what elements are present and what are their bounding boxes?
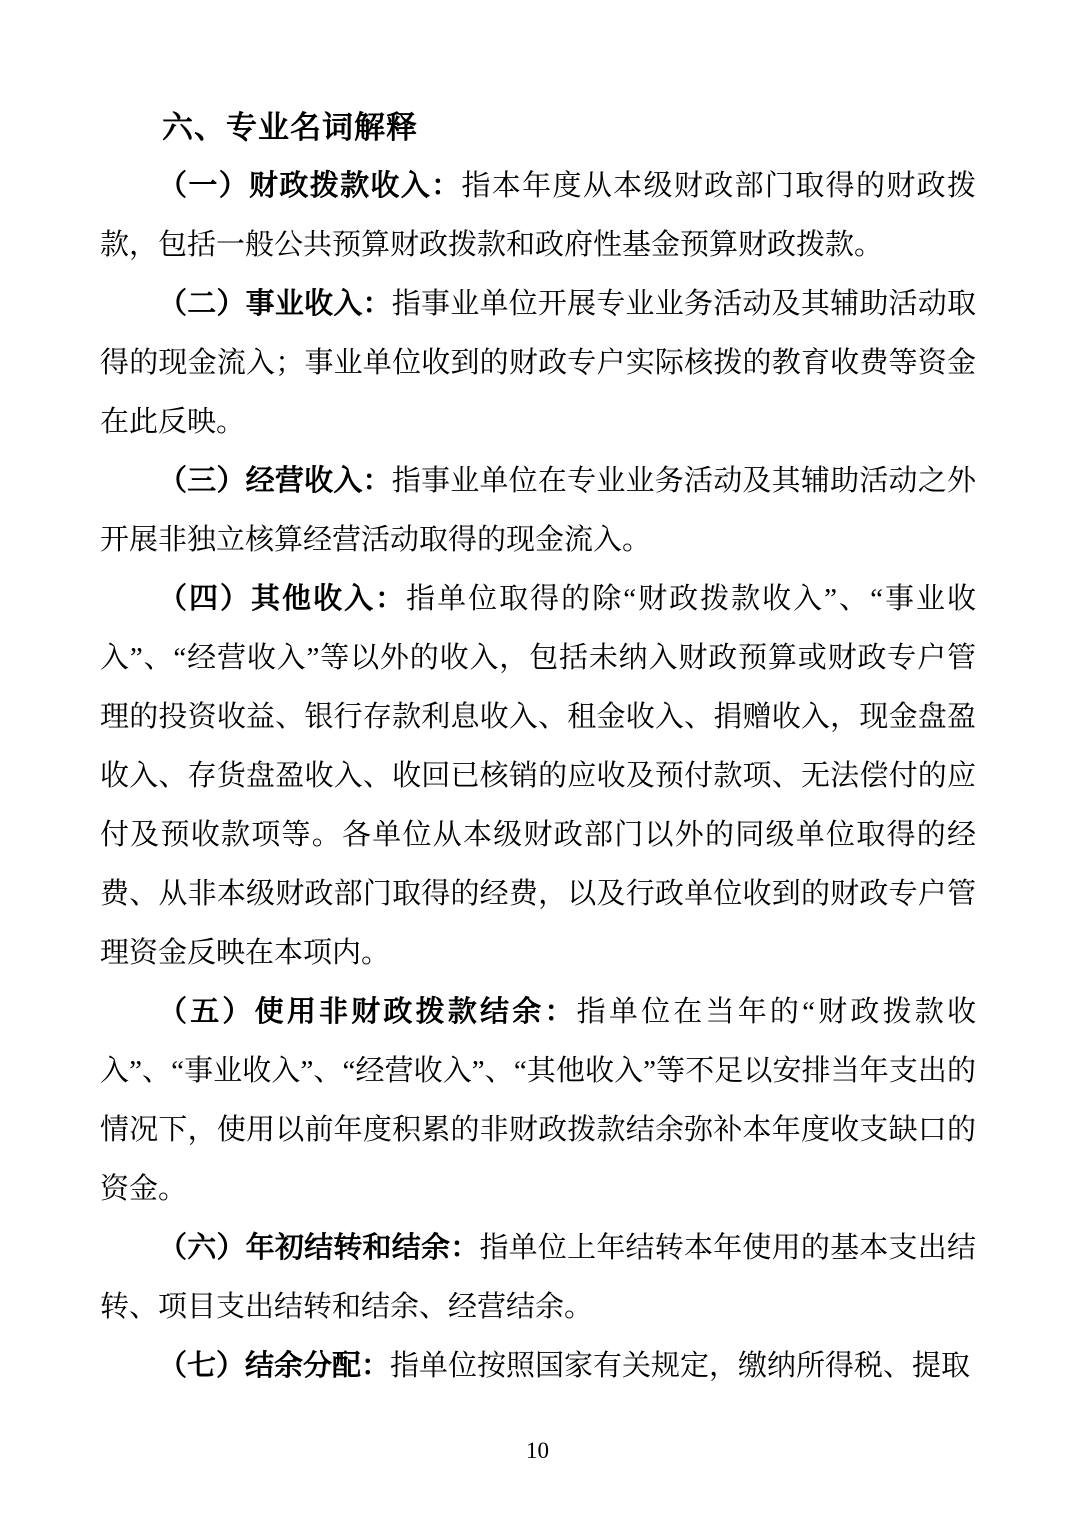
term-definition: 指单位按照国家有关规定，缴纳所得税、提取 — [390, 1350, 971, 1382]
section-paragraph-6 — [100, 1219, 976, 1337]
term-definition: 指单位取得的除“财政拨款收入”、“事业收入”、“经营收入”等以外的收入，包括未纳入财政预算或财政专户管理的投资收益、银行存款利息收入、租金收入、捐赠收入，现金盘盈收入、存货盘盈收入、收回已核销的应收及预付款项、无法偿付的应付及预收款项等。各单位从本级财政部门以外的同级单位取得的经费、从非本级财政部门取得的经费，以及行政单位收到的财政专户管理资金反映在本项内。 — [100, 583, 976, 969]
term-definition: 指事业单位开展专业业务活动及其辅助活动取得的现金流入；事业单位收到的财政专户实际核拨的教育收费等资金在此反映。 — [100, 288, 976, 438]
section-paragraph-1 — [100, 157, 976, 275]
term-label: （五）使用非财政拨款结余： — [158, 996, 577, 1028]
term-label: （六）年初结转和结余： — [158, 1232, 480, 1264]
term-definition: 指单位上年结转本年使用的基本支出结转、项目支出结转和结余、经营结余。 — [100, 1232, 976, 1323]
term-label: （四）其他收入： — [158, 583, 407, 615]
term-label: （二）事业收入： — [158, 288, 392, 320]
section-paragraph-2 — [100, 275, 976, 452]
section-paragraph-4 — [100, 570, 976, 983]
term-definition: 指事业单位在专业业务活动及其辅助活动之外开展非独立核算经营活动取得的现金流入。 — [100, 465, 976, 556]
section-paragraph-3 — [100, 452, 976, 570]
page-title: 六、专业名词解释 — [162, 110, 418, 145]
section-paragraph-5 — [100, 983, 976, 1219]
term-definition: 指本年度从本级财政部门取得的财政拨款，包括一般公共预算财政拨款和政府性基金预算财政拨款。 — [100, 170, 976, 261]
term-definition: 指单位在当年的“财政拨款收入”、“事业收入”、“经营收入”、“其他收入”等不足以安排当年支出的情况下，使用以前年度积累的非财政拨款结余弥补本年度收支缺口的资金。 — [100, 996, 976, 1205]
term-label: （七）结余分配： — [158, 1350, 391, 1382]
page-number: 10 — [526, 1438, 549, 1463]
document-body — [100, 98, 976, 1396]
term-label: （一）财政拨款收入： — [158, 170, 462, 202]
section-paragraph-7 — [100, 1337, 976, 1396]
term-label: （三）经营收入： — [158, 465, 392, 497]
